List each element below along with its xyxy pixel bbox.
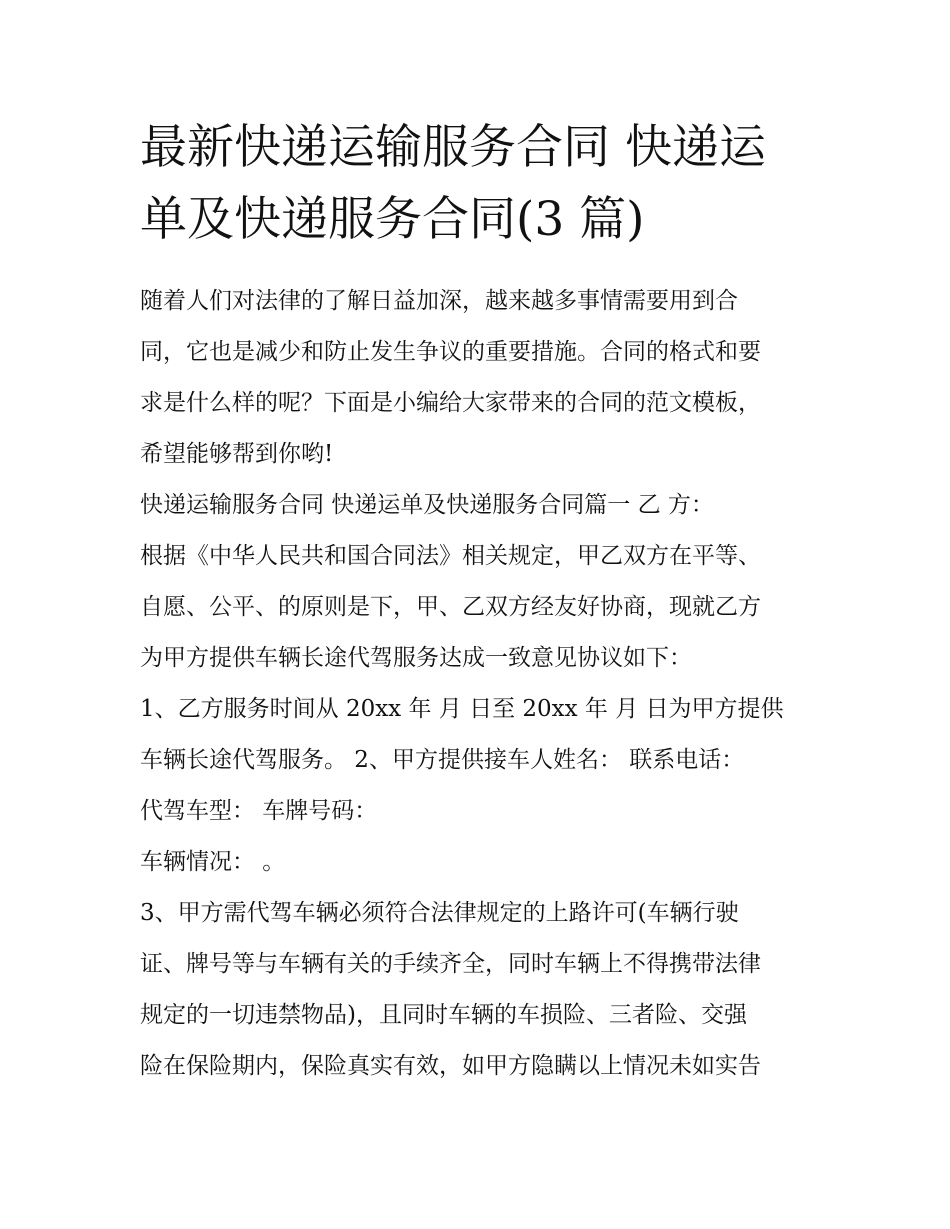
body-line: 希望能够帮到你哟! <box>140 441 334 467</box>
body-line: 险在保险期内，保险真实有效，如甲方隐瞒以上情况未如实告 <box>140 1053 761 1079</box>
body-line: 3、甲方需代驾车辆必须符合法律规定的上路许可(车辆行驶 <box>140 900 739 926</box>
body-line: 1、乙方服务时间从 20xx 年 月 日至 20xx 年 月 日为甲方提供 <box>140 696 784 722</box>
body-line: 同，它也是减少和防止发生争议的重要措施。合同的格式和要 <box>140 339 761 365</box>
body-line: 求是什么样的呢？下面是小编给大家带来的合同的范文模板， <box>140 390 761 416</box>
body-line: 根据《中华人民共和国合同法》相关规定，甲乙双方在平等、 <box>140 543 761 569</box>
body-line: 证、牌号等与车辆有关的手续齐全，同时车辆上不得携带法律 <box>140 951 761 977</box>
document-title <box>140 112 820 256</box>
body-line: 快递运输服务合同 快递运单及快递服务合同篇一 乙 方： <box>140 492 714 518</box>
body-line: 规定的一切违禁物品)，且同时车辆的车损险、三者险、交强 <box>140 1002 747 1028</box>
title-line-2: 单及快递服务合同(3 篇) <box>140 192 645 247</box>
body-line: 车辆情况： 。 <box>140 849 286 875</box>
body-line: 代驾车型： 车牌号码： <box>140 798 378 824</box>
title-line-1: 最新快递运输服务合同 快递运 <box>140 120 766 175</box>
body-line: 随着人们对法律的了解日益加深，越来越多事情需要用到合 <box>140 288 738 314</box>
body-line: 自愿、公平、的原则是下，甲、乙双方经友好协商，现就乙方 <box>140 594 761 620</box>
document-body <box>140 276 820 1092</box>
body-line: 为甲方提供车辆长途代驾服务达成一致意见协议如下： <box>140 645 692 671</box>
body-line: 车辆长途代驾服务。 2、甲方提供接车人姓名： 联系电话： <box>140 747 745 773</box>
